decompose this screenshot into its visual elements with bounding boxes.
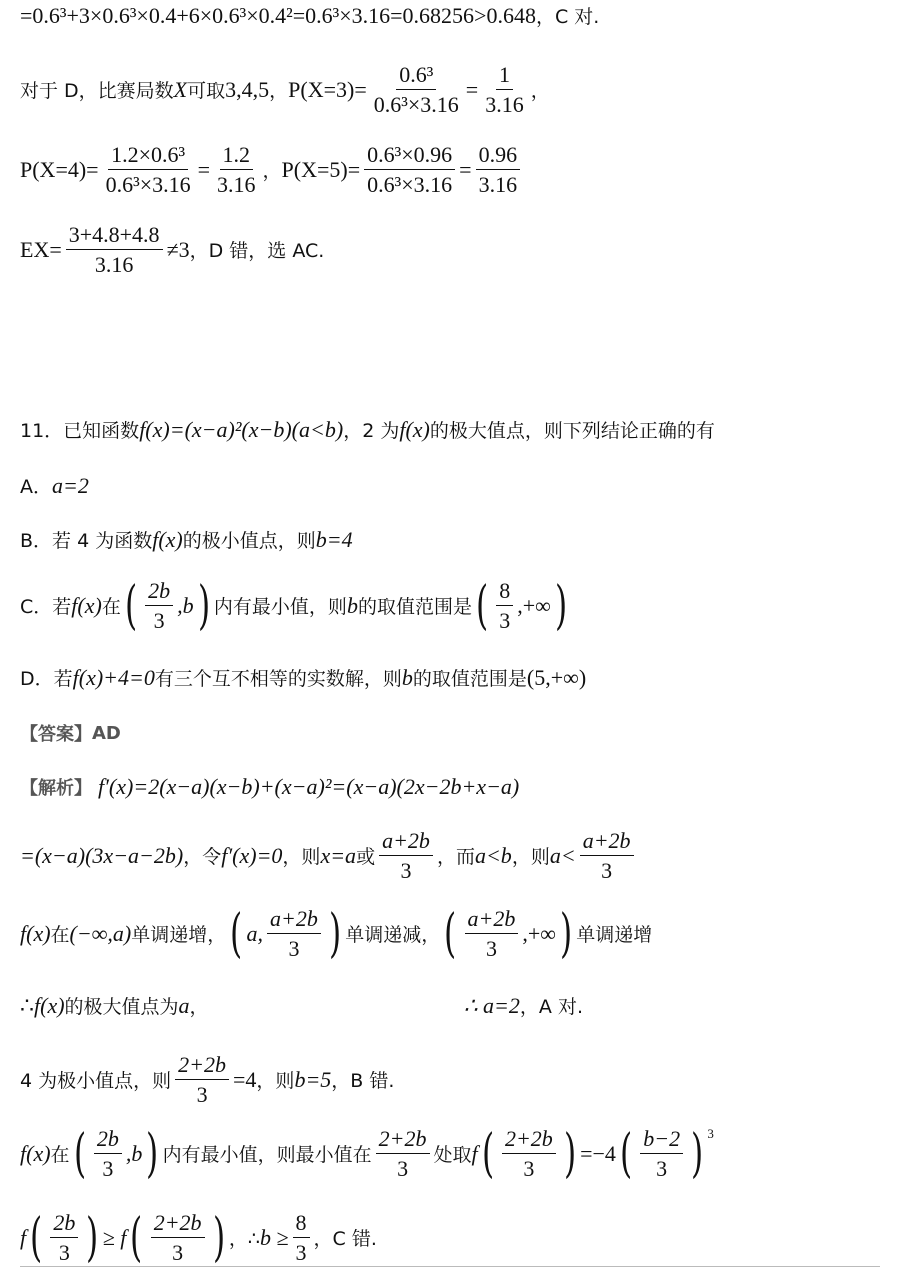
- analysis-l7-fraction: $\frac{8}{3}$: [293, 1210, 310, 1266]
- analysis-l6-t2: 内有最小值，则最小值在: [162, 1144, 372, 1167]
- p4-result-fraction: $\frac{1.2}{3.16}$: [217, 142, 256, 198]
- analysis-l5-t3: ，B 错.: [331, 1070, 395, 1093]
- analysis-l2-t3: 或: [356, 846, 376, 869]
- prev-line-1-tail: ，C 对.: [535, 6, 600, 28]
- analysis-l4-fx: f(x): [34, 992, 65, 1018]
- p4-lhs: P(X=4)=: [20, 156, 99, 182]
- analysis-line-7: [20, 1207, 377, 1268]
- option-c-fx: f(x): [71, 592, 102, 618]
- analysis-l3-interval-1: ( a, $\frac{a+2b}{3}$ ): [230, 903, 342, 964]
- analysis-l4-t1: 的极大值点为: [64, 996, 179, 1018]
- analysis-l2-m3: x=a: [320, 842, 357, 868]
- p3-lhs: P(X=3)=: [288, 76, 367, 102]
- analysis-l5-m2: b=5: [294, 1066, 332, 1092]
- analysis-l3-m1: (−∞,a): [69, 920, 132, 946]
- ex-text: ，D 错，选 AC.: [189, 240, 325, 263]
- answer-line: [20, 720, 121, 746]
- analysis-line-1: [20, 774, 519, 800]
- analysis-line-3: [20, 903, 653, 964]
- analysis-l6-t3: 处取: [433, 1144, 472, 1167]
- p3-result-fraction: $\frac{1}{3.16}$: [485, 62, 524, 118]
- analysis-l2-m2: f′(x)=0: [221, 842, 283, 868]
- analysis-l4-right-text: ，A 对.: [519, 996, 583, 1018]
- analysis-l7-t2: ，C 错.: [313, 1228, 377, 1251]
- option-b-fx: f(x): [152, 526, 183, 552]
- analysis-l3-t2: 单调递增，: [131, 924, 227, 947]
- analysis-l2-m4: a<b: [474, 842, 512, 868]
- analysis-l7-arg-1: ( $\frac{2b}{3}$ ): [30, 1207, 99, 1268]
- analysis-l1-math: f′(x)=2(x−a)(x−b)+(x−a)²=(x−a)(2x−2b+x−a): [98, 774, 520, 799]
- ex-fraction: $\frac{3+4.8+4.8}{3.16}$: [66, 222, 163, 278]
- option-d-b: b: [401, 664, 413, 690]
- analysis-l5-m: =4: [233, 1066, 257, 1092]
- option-b-math: b=4: [315, 526, 353, 552]
- analysis-l2-fraction-2: $\frac{a+2b}{3}$: [580, 828, 634, 884]
- p5-result-fraction: $\frac{0.96}{3.16}$: [476, 142, 521, 198]
- analysis-l3-interval-2: ( $\frac{a+2b}{3}$ ,+∞ ): [444, 903, 573, 964]
- analysis-l6-eq: =−4: [580, 1140, 616, 1166]
- prev-line-1: [20, 2, 599, 29]
- prev-line-ex: [20, 222, 324, 278]
- analysis-l3-t4: 单调递增: [576, 924, 653, 947]
- analysis-line-2: [20, 828, 638, 884]
- analysis-l7-t1: ，∴: [228, 1228, 260, 1251]
- option-c-interval: ( $\frac{2b}{3}$ ,b ): [124, 575, 210, 636]
- analysis-l5-t2: ，则: [256, 1070, 295, 1093]
- analysis-l7-m: b ≥: [259, 1224, 289, 1250]
- prev-line-d-intro: 对于 D，比赛局数 X 可取 3,4,5 ， P(X=3)= $\frac{\text{0.6³}}{\text{0.6³×3.16}}$ = $\frac{1}{3.16}$ ，: [20, 62, 550, 118]
- option-d-label: D．若: [20, 668, 73, 690]
- analysis-l2-t5: ，则: [511, 846, 550, 869]
- analysis-l7-arg-2: ( $\frac{2+2b}{3}$ ): [130, 1207, 225, 1268]
- analysis-line-6: [20, 1123, 714, 1184]
- d-intro-text-2: 可取: [187, 80, 226, 103]
- p5-fraction: $\frac{\text{0.6³×0.96}}{\text{0.6³×3.16}}$: [364, 142, 455, 198]
- analysis-l6-power: ( $\frac{b-2}{3}$ ) $^3$: [619, 1123, 714, 1184]
- analysis-l2-m5: a<: [549, 842, 576, 868]
- q11-stem: [20, 416, 715, 443]
- p5-lhs: P(X=5)=: [281, 156, 361, 182]
- option-c-in: 在: [101, 596, 121, 619]
- analysis-l2-t2: ，则: [282, 846, 321, 869]
- answer-tag: 【答案】: [20, 724, 92, 745]
- q11-stem-math: f(x)=(x−a)²(x−b)(a<b): [139, 416, 344, 442]
- q11-stem-pre: 11．已知函数: [20, 420, 140, 442]
- analysis-l7-ge: ≥ f: [102, 1224, 127, 1250]
- ex-lhs: EX=: [20, 236, 62, 262]
- answer-value: AD: [92, 722, 121, 744]
- option-c-label: C．若: [20, 596, 72, 619]
- analysis-l6-fraction: $\frac{2+2b}{3}$: [376, 1126, 430, 1182]
- q11-option-b: [20, 526, 353, 553]
- analysis-l2-t4: ，而: [436, 846, 475, 869]
- analysis-l4-a: a: [178, 992, 190, 1018]
- option-a-math: a=2: [52, 472, 89, 498]
- q11-option-d: [20, 664, 586, 691]
- option-a-label: A．: [20, 476, 52, 498]
- q11-option-a: [20, 472, 89, 499]
- option-c-mid: 内有最小值，则: [213, 596, 347, 619]
- bottom-divider: [20, 1266, 880, 1267]
- analysis-l2-math: =(x−a)(3x−a−2b): [20, 842, 184, 868]
- analysis-l5-fraction: $\frac{2+2b}{3}$: [175, 1052, 229, 1108]
- analysis-l6-arg: ( $\frac{2+2b}{3}$ ): [481, 1123, 577, 1184]
- analysis-l2-t1: ，令: [183, 846, 222, 869]
- q11-stem-mid: ，2 为: [343, 420, 400, 442]
- analysis-l3-t1: 在: [50, 924, 70, 947]
- analysis-l6-interval: ( $\frac{2b}{3}$ ,b ): [73, 1123, 159, 1184]
- option-d-mid2: 的取值范围是: [412, 668, 527, 690]
- analysis-l4-comma: ，: [189, 996, 209, 1018]
- d-values: 3,4,5: [225, 76, 270, 102]
- option-c-b: b: [346, 592, 358, 618]
- analysis-l4-right-math: ∴ a=2: [463, 992, 520, 1018]
- analysis-l2-fraction: $\frac{a+2b}{3}$: [379, 828, 433, 884]
- prev-line-1-math: =0.6³+3×0.6³×0.4+6×0.6³×0.4²=0.6³×3.16=0.68256>0.648: [20, 2, 536, 28]
- analysis-l5-t1: 4 为极小值点，则: [20, 1070, 172, 1093]
- analysis-l7-f1: f: [20, 1224, 27, 1250]
- option-c-range: ( $\frac{8}{3}$ ,+∞ ): [476, 575, 568, 636]
- p4-fraction: $\frac{\text{1.2×0.6³}}{\text{0.6³×3.16}}$: [105, 142, 191, 198]
- analysis-l3-fx: f(x): [20, 920, 51, 946]
- analysis-l6-exponent: 3: [707, 1126, 714, 1141]
- q11-option-c: [20, 575, 571, 636]
- ex-tail: ≠3: [166, 236, 190, 262]
- option-c-mid2: 的取值范围是: [357, 596, 472, 619]
- analysis-l6-t1: 在: [50, 1144, 70, 1167]
- prev-line-p4-p5: P(X=4)= $\frac{\text{1.2×0.6³}}{\text{0.6³×3.16}}$ = $\frac{1.2}{3.16}$ ， P(X=5)= $\frac{\text{0.6³×0.96}}{\text{0.6³×3.16}}$ = $\frac{0.96}{3.16}$: [20, 142, 524, 198]
- option-d-math: f(x)+4=0: [72, 664, 155, 690]
- analysis-line-5: [20, 1052, 394, 1108]
- q11-stem-post: 的极大值点，则下列结论正确的有: [429, 420, 715, 442]
- analysis-line-4: [20, 992, 880, 1019]
- analysis-l4-therefore: ∴: [20, 992, 34, 1018]
- option-b-mid: 的极小值点，则: [182, 530, 316, 552]
- d-intro-text: 对于 D，比赛局数: [20, 80, 174, 103]
- analysis-l3-t3: 单调递减，: [345, 924, 441, 947]
- analysis-l6-f: f: [471, 1140, 478, 1166]
- option-b-label: B．若 4 为函数: [20, 530, 153, 552]
- q11-stem-fx: f(x): [399, 416, 430, 442]
- p3-fraction: $\frac{\text{0.6³}}{\text{0.6³×3.16}}$: [373, 62, 459, 118]
- analysis-l6-fx: f(x): [20, 1140, 51, 1166]
- var-x: X: [173, 76, 188, 102]
- option-d-range: (5,+∞): [526, 664, 587, 690]
- analysis-tag: 【解析】: [20, 778, 92, 799]
- option-d-mid: 有三个互不相等的实数解，则: [154, 668, 402, 690]
